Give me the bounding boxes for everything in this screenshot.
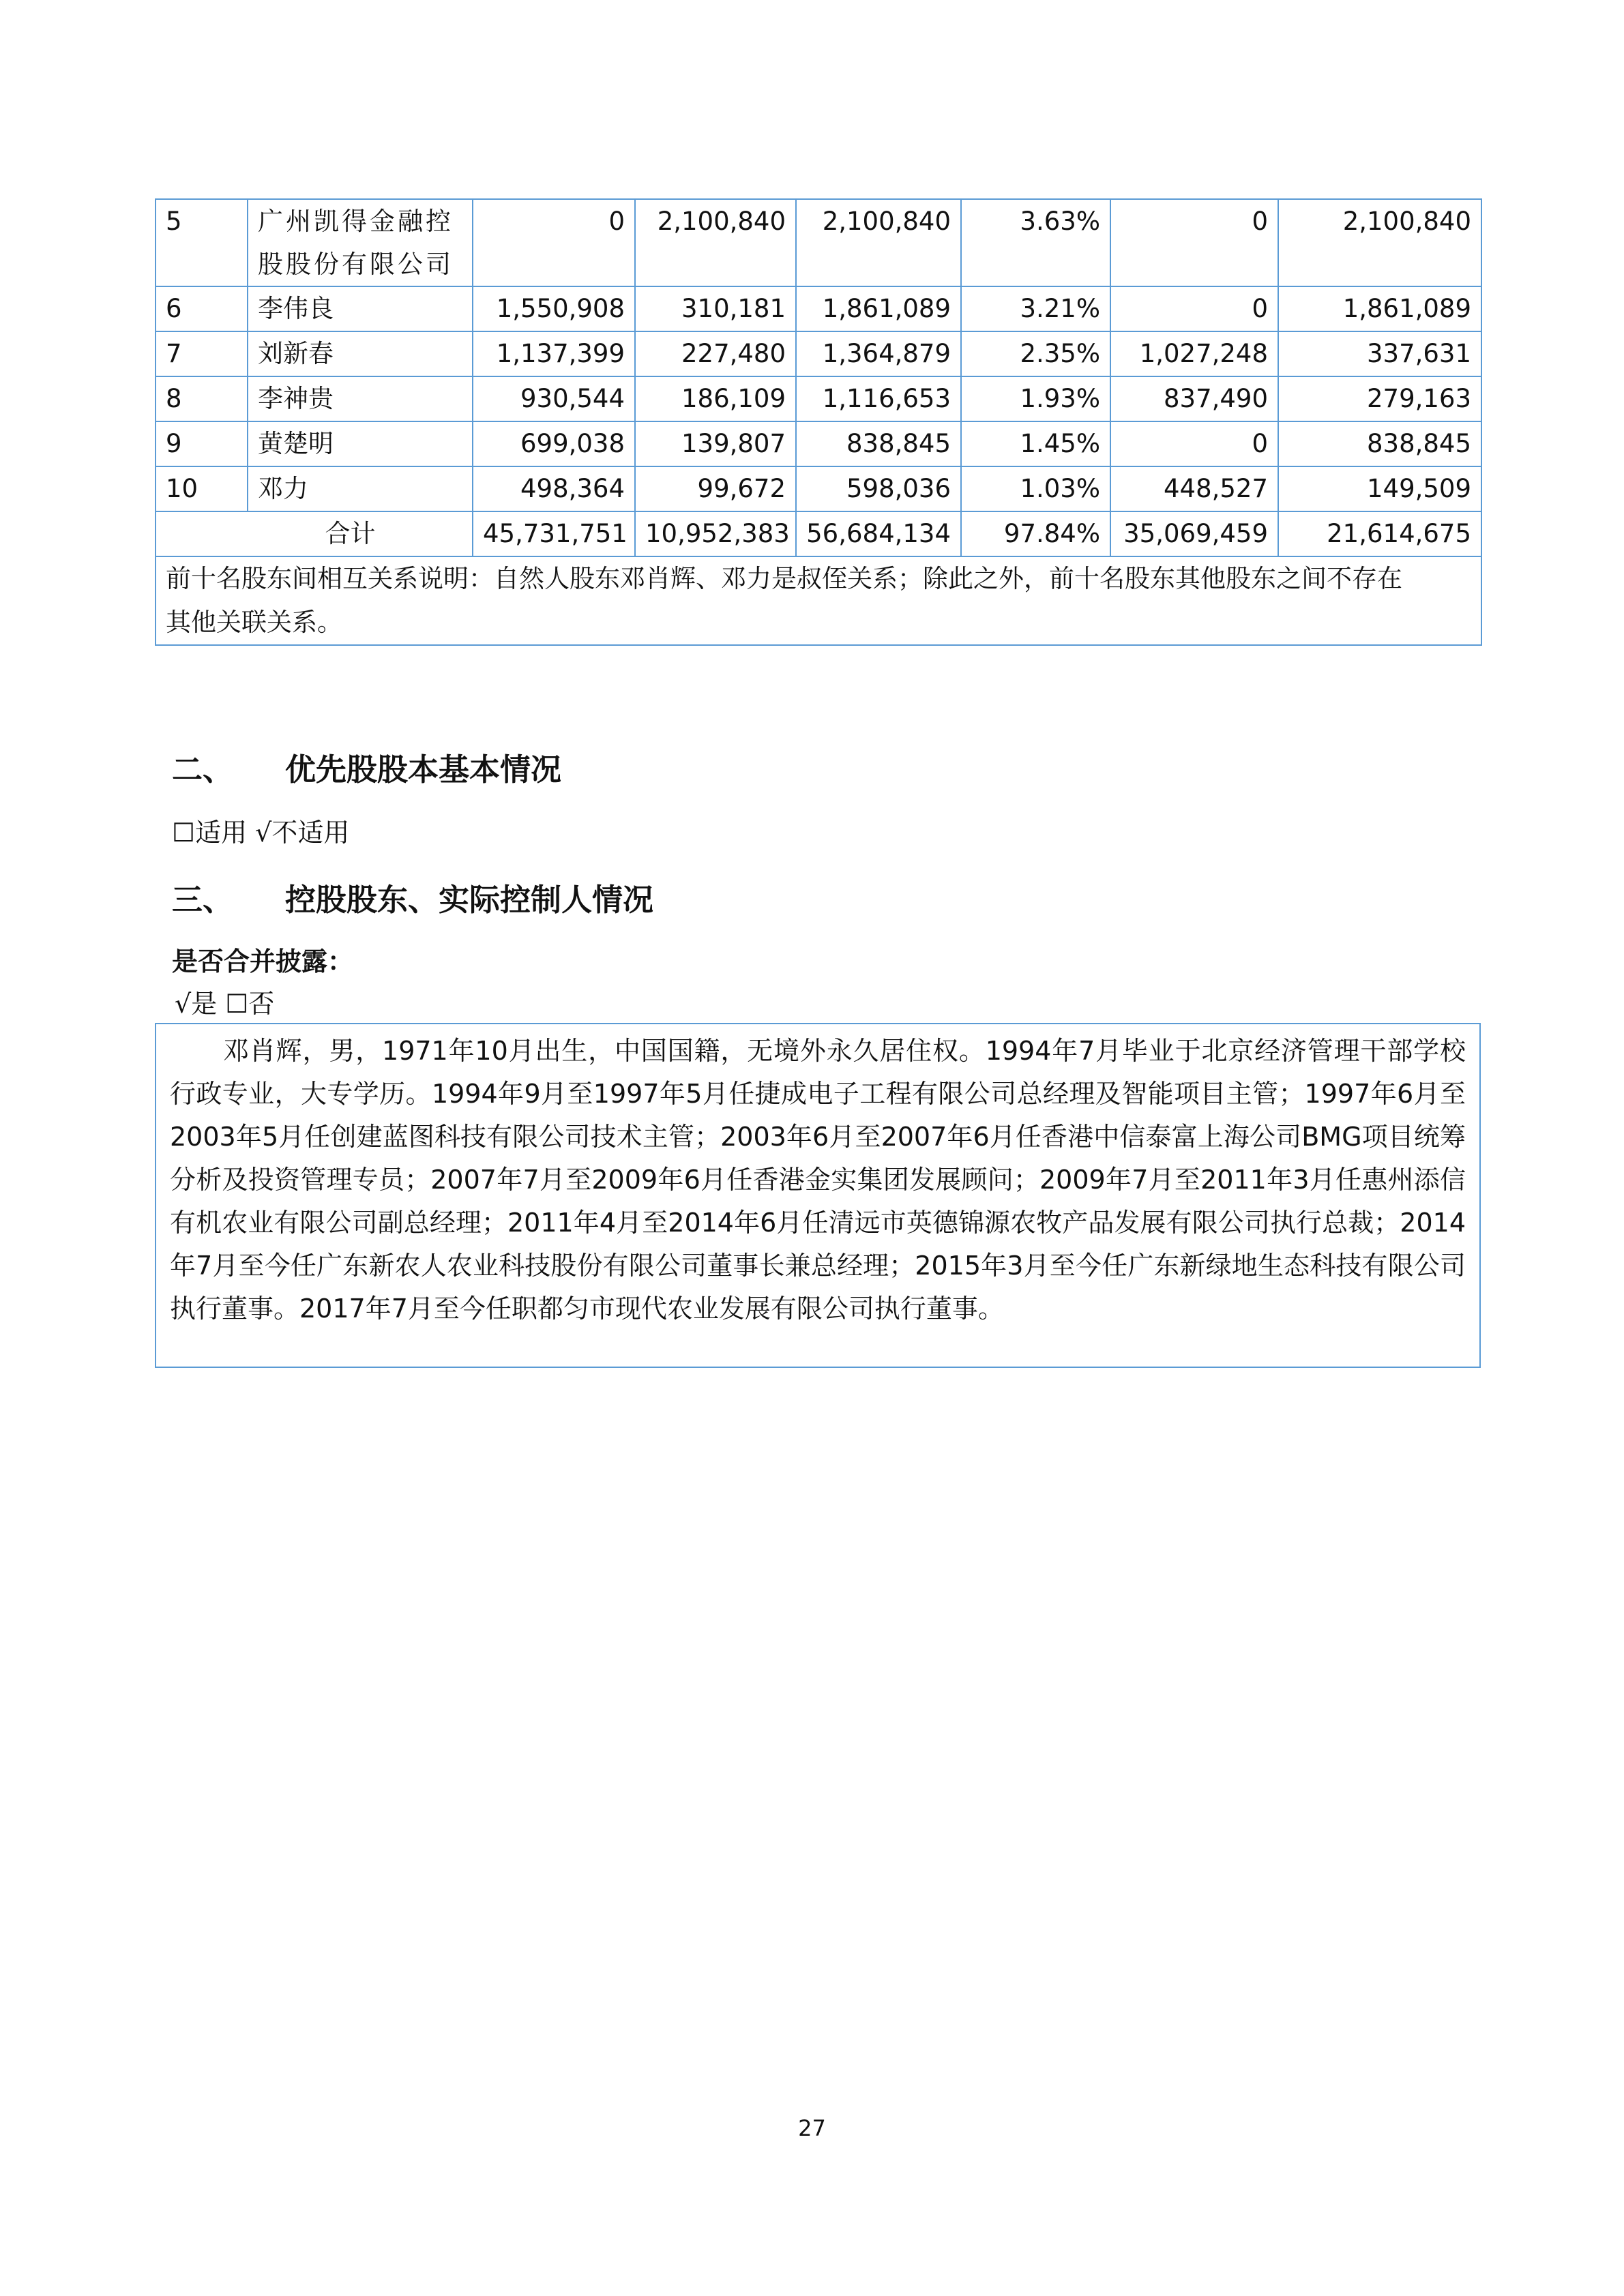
shares-begin: 498,364 — [473, 466, 635, 511]
relationship-note: 前十名股东间相互关系说明：自然人股东邓肖辉、邓力是叔侄关系；除此之外，前十名股东其他股东之间不存在其他关联关系。 — [156, 556, 1481, 645]
row-number: 7 — [156, 331, 248, 376]
shareholding-ratio: 1.45% — [961, 421, 1110, 466]
shareholding-ratio: 2.35% — [961, 331, 1110, 376]
merged-disclosure-options: √是 ☐否 — [175, 989, 275, 1019]
row-number: 9 — [156, 421, 248, 466]
section-title: 优先股股本基本情况 — [285, 751, 562, 788]
restricted-shares: 0 — [1110, 286, 1278, 331]
section-number: 二、 — [172, 751, 234, 788]
section-title: 控股股东、实际控制人情况 — [285, 882, 654, 918]
table-row — [156, 421, 1481, 466]
row-number: 10 — [156, 466, 248, 511]
shares-end: 598,036 — [796, 466, 961, 511]
shareholder-name: 刘新春 — [248, 331, 473, 376]
shareholding-ratio: 3.63% — [961, 199, 1110, 286]
shareholding-ratio: 1.03% — [961, 466, 1110, 511]
total-shares-end: 56,684,134 — [796, 511, 961, 556]
shares-begin: 930,544 — [473, 376, 635, 421]
shareholding-ratio: 1.93% — [961, 376, 1110, 421]
restricted-shares: 0 — [1110, 199, 1278, 286]
restricted-shares: 1,027,248 — [1110, 331, 1278, 376]
total-row — [156, 511, 1481, 556]
shares-change: 99,672 — [635, 466, 796, 511]
restricted-shares: 837,490 — [1110, 376, 1278, 421]
applicability-options: ☐适用 √不适用 — [172, 818, 350, 848]
total-shares-change: 10,952,383 — [635, 511, 796, 556]
page-number: 27 — [798, 2115, 826, 2141]
table-row — [156, 286, 1481, 331]
table-row — [156, 331, 1481, 376]
total-restricted-shares: 35,069,459 — [1110, 511, 1278, 556]
top-ten-shareholders-table — [155, 198, 1482, 646]
shares-change: 186,109 — [635, 376, 796, 421]
shares-begin: 699,038 — [473, 421, 635, 466]
shares-end: 1,364,879 — [796, 331, 961, 376]
shares-change: 227,480 — [635, 331, 796, 376]
restricted-shares: 0 — [1110, 421, 1278, 466]
merged-disclosure-question: 是否合并披露： — [172, 946, 354, 976]
relationship-note-row — [156, 556, 1481, 645]
row-number: 5 — [156, 199, 248, 286]
restricted-shares: 448,527 — [1110, 466, 1278, 511]
shares-end: 1,116,653 — [796, 376, 961, 421]
section-heading-preferred-shares — [172, 745, 561, 789]
shares-begin: 1,550,908 — [473, 286, 635, 331]
section-number: 三、 — [172, 882, 234, 918]
section-heading-controlling-shareholder — [172, 875, 653, 919]
shares-change: 139,807 — [635, 421, 796, 466]
row-number: 8 — [156, 376, 248, 421]
unrestricted-shares: 337,631 — [1278, 331, 1481, 376]
total-shareholding-ratio: 97.84% — [961, 511, 1110, 556]
shares-change: 2,100,840 — [635, 199, 796, 286]
shares-begin: 0 — [473, 199, 635, 286]
shares-begin: 1,137,399 — [473, 331, 635, 376]
shares-end: 2,100,840 — [796, 199, 961, 286]
controller-bio-box — [155, 1023, 1481, 1368]
total-label: 合计 — [156, 511, 473, 556]
unrestricted-shares: 279,163 — [1278, 376, 1481, 421]
unrestricted-shares: 1,861,089 — [1278, 286, 1481, 331]
table-row — [156, 199, 1481, 286]
total-unrestricted-shares: 21,614,675 — [1278, 511, 1481, 556]
shareholder-name: 黄楚明 — [248, 421, 473, 466]
total-shares-begin: 45,731,751 — [473, 511, 635, 556]
shareholder-name: 邓力 — [248, 466, 473, 511]
shareholder-name: 李神贵 — [248, 376, 473, 421]
table-row — [156, 466, 1481, 511]
shares-end: 838,845 — [796, 421, 961, 466]
unrestricted-shares: 838,845 — [1278, 421, 1481, 466]
shareholder-name: 李伟良 — [248, 286, 473, 331]
unrestricted-shares: 149,509 — [1278, 466, 1481, 511]
row-number: 6 — [156, 286, 248, 331]
table-row — [156, 376, 1481, 421]
shareholding-ratio: 3.21% — [961, 286, 1110, 331]
unrestricted-shares: 2,100,840 — [1278, 199, 1481, 286]
shareholder-name: 广州凯得金融控股股份有限公司 — [248, 199, 473, 286]
shares-end: 1,861,089 — [796, 286, 961, 331]
shares-change: 310,181 — [635, 286, 796, 331]
controller-bio-text: 邓肖辉，男，1971年10月出生，中国国籍，无境外永久居住权。1994年7月毕业于北京经济管理干部学校行政专业，大专学历。1994年9月至1997年5月任捷成电子工程有限公司总经理及智能项目主管；1997年6月至2003年5月任创建蓝图科技有限公司技术主管；2003年6月至2007年6月任香港中信泰富上海公司BMG项目统筹分析及投资管理专员；2007年7月至2009年6月任香港金实集团发展顾问；2009年7月至2011年3月任惠州添信有机农业有限公司副总经理；2011年4月至2014年6月任清远市英德锦源农牧产品发展有限公司执行总裁；2014年7月至今任广东新农人农业科技股份有限公司董事长兼总经理；2015年3月至今任广东新绿地生态科技有限公司执行董事。2017年7月至今任职都匀市现代农业发展有限公司执行董事。 — [170, 1036, 1466, 1324]
